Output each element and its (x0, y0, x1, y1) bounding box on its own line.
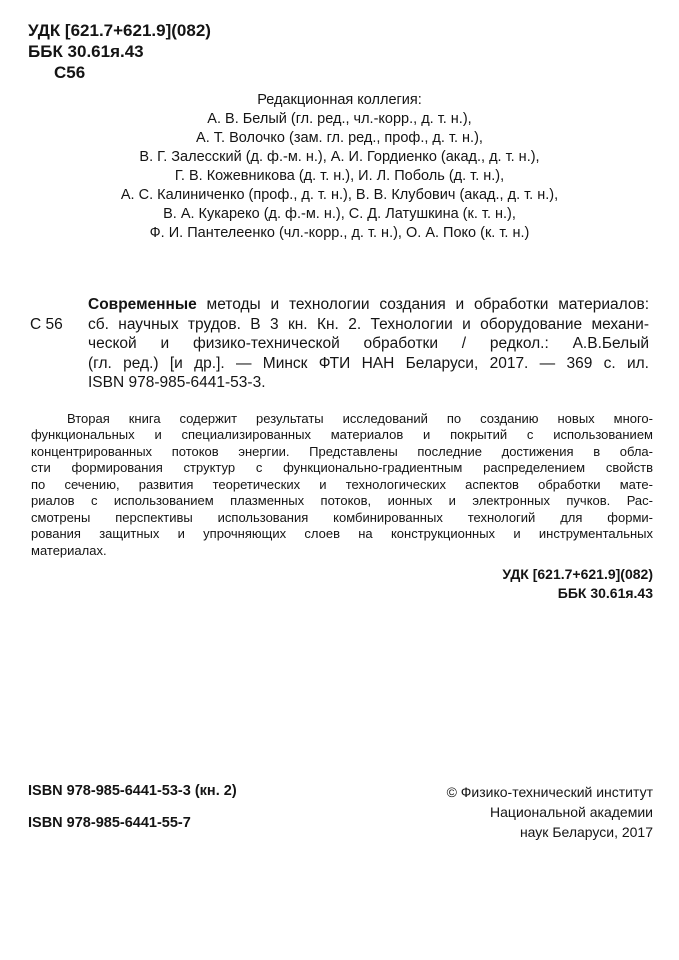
editorial-member: А. В. Белый (гл. ред., чл.-корр., д. т. н.), (207, 111, 472, 127)
biblio-line: сб. научных трудов. В 3 кн. Кн. 2. Технологии и оборудование механи- (88, 315, 649, 333)
editorial-member: В. А. Кукареко (д. ф.-м. н.), С. Д. Латушкина (к. т. н.), (163, 206, 516, 222)
biblio-line: (гл. ред.) [и др.]. — Минск ФТИ НАН Беларуси, 2017. — 369 с. ил. (88, 354, 649, 372)
annotation-line: функциональных и специализированных материалов и покрытий с использованием (31, 427, 653, 442)
editorial-member: В. Г. Залесский (д. ф.-м. н.), А. И. Гордиенко (акад., д. т. н.), (139, 149, 540, 165)
bbk-code: ББК 30.61я.43 (28, 42, 144, 61)
annotation-line: рования защитных и упрочняющих слоев на конструкционных и инструментальных (31, 526, 653, 541)
footer (28, 782, 653, 842)
editorial-member: А. С. Калиниченко (проф., д. т. н.), В. В. Клубович (акад., д. т. н.), (120, 187, 559, 203)
editorial-title: Редакционная коллегия: (257, 92, 422, 108)
annotation-line: Вторая книга содержит результаты исследований по созданию новых много- (67, 410, 653, 426)
annotation-line: материалах. (31, 542, 107, 558)
annotation-line: концентрированных потоков энергии. Представлены последние достижения в обла- (31, 443, 653, 459)
biblio-line (88, 295, 649, 315)
margin-code: С 56 (30, 316, 63, 333)
udc-code-right: УДК [621.7+621.9](082) (502, 566, 653, 582)
annotation-line: смотрены перспективы использования комбинированных технологий для форми- (31, 509, 653, 525)
top-codes-block (0, 0, 679, 83)
biblio-lead-rest: методы и технологии создания и обработки материалов: (196, 296, 649, 313)
bbk-code-right: ББК 30.61я.43 (557, 584, 653, 601)
annotation-line: риалов с использованием плазменных потоков, ионных и электронных пучков. Рас- (31, 493, 653, 508)
right-codes-block (0, 565, 679, 602)
editorial-board (0, 91, 679, 243)
annotation-line: сти формирования структур с функционально-градиентным распределением свойств (31, 460, 653, 475)
copyright-block (447, 782, 653, 842)
editorial-member: Г. В. Кожевникова (д. т. н.), И. Л. Поболь (д. т. н.), (174, 168, 505, 184)
biblio-isbn-line: ISBN 978-985-6441-53-3. (88, 374, 266, 391)
bibliographic-description (0, 295, 679, 393)
book-code: С56 (54, 63, 86, 82)
isbn-block (28, 782, 237, 833)
biblio-lead-bold: Современные (88, 296, 197, 313)
isbn-line-2: ISBN 978-985-6441-55-7 (28, 815, 191, 831)
editorial-member: Ф. И. Пантелеенко (чл.-корр., д. т. н.), О. А. Поко (к. т. н.) (149, 225, 530, 241)
udc-code: УДК [621.7+621.9](082) (28, 21, 211, 40)
copyright-line: Национальной академии (490, 804, 653, 820)
biblio-line: ческой и физико-технической обработки / редкол.: А.В.Белый (88, 335, 649, 352)
annotation (0, 411, 679, 560)
isbn-line-1: ISBN 978-985-6441-53-3 (кн. 2) (28, 783, 237, 799)
editorial-member: А. Т. Волочко (зам. гл. ред., проф., д. т. н.), (196, 130, 483, 146)
copyright-line: © Физико-технический институт (446, 784, 653, 800)
copyright-line: наук Беларуси, 2017 (519, 824, 653, 840)
annotation-line: по сечению, развития теоретических и технологических аспектов обработки мате- (31, 476, 653, 492)
